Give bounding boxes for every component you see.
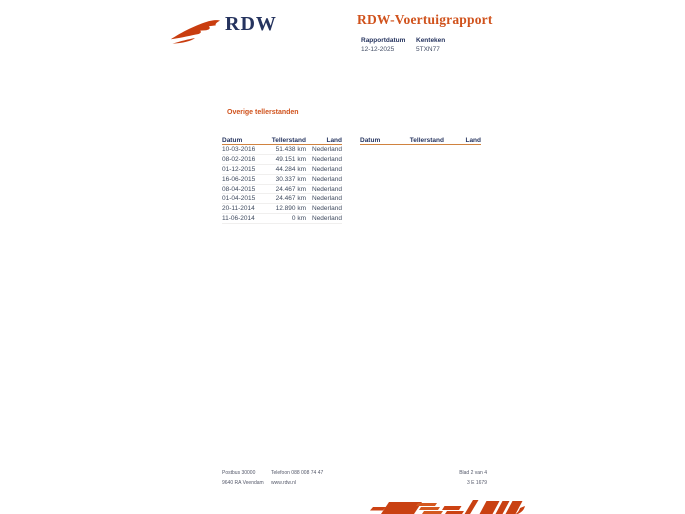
footer-postbus: Postbus 30000 <box>222 470 256 476</box>
cell-land: Nederland <box>312 145 342 153</box>
cell-tellerstand: 24.467 km <box>275 185 306 193</box>
report-meta <box>361 37 471 55</box>
column-header-tellerstand: Tellerstand <box>409 137 444 144</box>
table-row <box>222 175 342 185</box>
license-plate-label: Kenteken <box>416 37 446 44</box>
cell-datum: 20-11-2014 <box>222 205 255 213</box>
column-header-datum: Datum <box>360 137 381 144</box>
table-row <box>222 145 342 155</box>
table-row <box>222 194 342 204</box>
report-title: RDW-Voertuigrapport <box>357 12 493 27</box>
section-heading: Overige tellerstanden <box>227 109 299 116</box>
footer-form-code: 3 E 1679 <box>466 479 487 486</box>
column-header-datum: Datum <box>222 137 243 144</box>
cell-tellerstand: 30.337 km <box>275 175 306 183</box>
cell-datum: 16-06-2015 <box>222 175 256 183</box>
report-date <box>361 37 416 55</box>
rdw-logo-text: RDW <box>225 13 277 35</box>
table-row <box>222 185 342 195</box>
footer-page-indicator: Blad 2 van 4 <box>459 470 487 476</box>
table-row <box>222 155 342 165</box>
cell-datum: 08-04-2015 <box>222 185 256 193</box>
cell-land: Nederland <box>312 185 342 193</box>
license-plate <box>416 37 471 55</box>
rdw-wing-watermark <box>366 497 526 514</box>
footer-contact <box>271 469 323 488</box>
cell-land: Nederland <box>312 195 342 203</box>
odometer-table-right <box>360 134 481 145</box>
cell-land: Nederland <box>312 155 342 163</box>
footer-website: www.rdw.nl <box>271 479 297 486</box>
cell-land: Nederland <box>312 165 342 173</box>
cell-land: Nederland <box>312 215 342 223</box>
report-date-value: 12-12-2025 <box>361 46 395 53</box>
cell-datum: 08-02-2016 <box>222 155 256 163</box>
cell-tellerstand: 51.438 km <box>275 145 306 153</box>
license-plate-value: 5TXN77 <box>416 46 440 53</box>
cell-datum: 10-03-2016 <box>222 145 256 153</box>
report-date-label: Rapportdatum <box>361 37 406 44</box>
table-row <box>222 165 342 175</box>
column-header-land: Land <box>326 137 342 144</box>
column-header-tellerstand: Tellerstand <box>271 137 306 144</box>
odometer-table-left <box>222 134 342 224</box>
rdw-logo <box>169 13 277 47</box>
footer-phone: Telefoon 088 008 74 47 <box>271 470 324 476</box>
footer-page-info <box>459 469 487 488</box>
table-header <box>222 134 342 145</box>
table-row <box>222 214 342 224</box>
table-body <box>222 145 342 224</box>
cell-tellerstand: 44.284 km <box>275 165 306 173</box>
rdw-wing-watermark-icon <box>366 497 526 514</box>
cell-datum: 01-12-2015 <box>222 165 256 173</box>
footer-city: 9640 RA Veendam <box>222 479 264 486</box>
cell-tellerstand: 49.151 km <box>275 155 306 163</box>
cell-tellerstand: 0 km <box>291 215 306 223</box>
table-row <box>222 204 342 214</box>
cell-land: Nederland <box>312 175 342 183</box>
cell-land: Nederland <box>312 205 342 213</box>
cell-tellerstand: 24.467 km <box>275 195 306 203</box>
footer-address <box>222 469 264 488</box>
cell-datum: 01-04-2015 <box>222 195 256 203</box>
column-header-land: Land <box>465 137 481 144</box>
table-header <box>360 134 481 145</box>
cell-tellerstand: 12.890 km <box>275 205 306 213</box>
cell-datum: 11-06-2014 <box>222 215 255 223</box>
rdw-wing-icon <box>169 16 221 47</box>
